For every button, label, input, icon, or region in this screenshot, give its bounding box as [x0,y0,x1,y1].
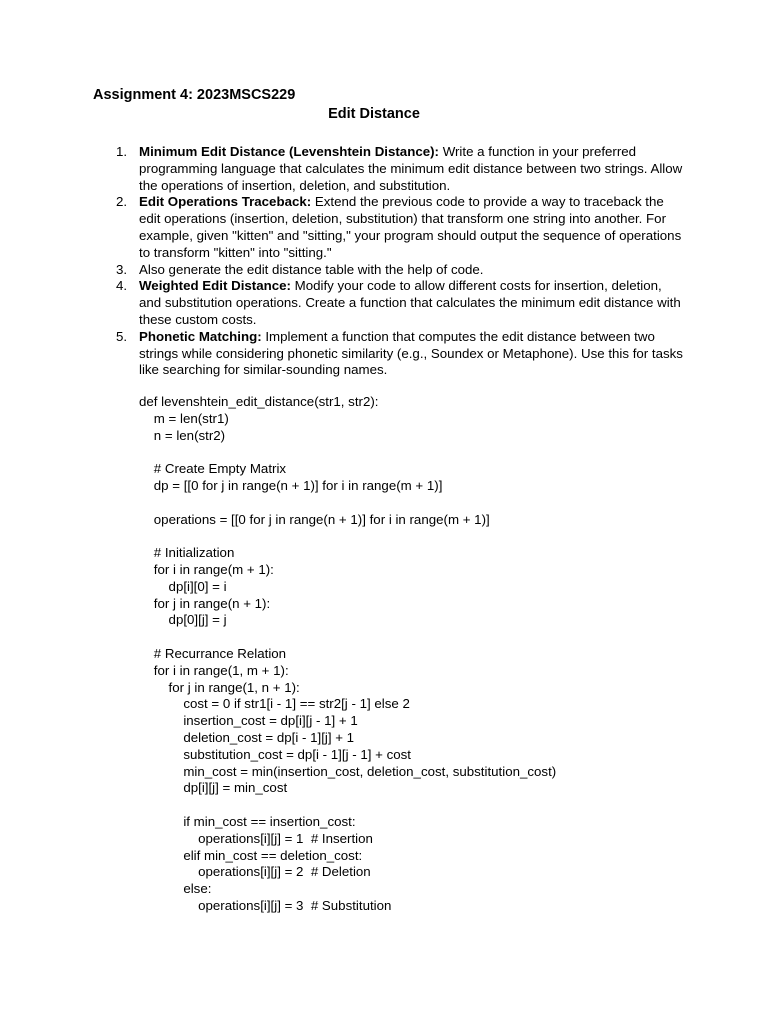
task-text: Also generate the edit distance table with the help of code. [139,261,484,277]
code-line: m = len(str1) [139,410,229,426]
task-number: 4. [116,278,128,294]
task-heading: Weighted Edit Distance: [139,278,291,294]
task-number: 3. [116,261,128,277]
code-line: # Recurrance Relation [139,645,287,661]
code-line: # Create Empty Matrix [139,461,287,477]
code-line: else: [139,881,212,897]
code-line: # Initialization [139,545,235,561]
code-line: min_cost = min(insertion_cost, deletion_cost, substitution_cost) [139,763,557,779]
task-number: 2. [116,194,128,210]
page-title: Edit Distance [328,106,420,122]
code-line [139,495,556,512]
task-text: Implement a function that computes the edit distance between two strings while considering phonetic similarity (e.g., Soundex or Metaphone). Use this for tasks like searching for similar-sounding names. [139,328,683,378]
code-line: cost = 0 if str1[i - 1] == str2[j - 1] else 2 [139,696,410,712]
code-line: if min_cost == insertion_cost: [139,813,356,829]
code-line: for i in range(1, m + 1): [139,662,289,678]
task-list [110,144,685,379]
task-number: 1. [116,144,128,159]
task-item-1 [110,144,685,194]
code-line: for j in range(n + 1): [139,595,271,611]
code-line: operations[i][j] = 2 # Deletion [139,864,371,880]
task-heading: Phonetic Matching: [139,328,262,344]
code-line: operations = [[0 for j in range(n + 1)] for i in range(m + 1)] [139,511,490,527]
task-text: Write a function in your preferred programming language that calculates the minimum edit distance between two strings. Allow the operations of insertion, deletion, and substitution. [139,144,683,193]
code-line: for j in range(1, n + 1): [139,679,300,695]
code-line: n = len(str2) [139,427,226,443]
code-line: deletion_cost = dp[i - 1][j] + 1 [139,729,355,745]
code-line: dp = [[0 for j in range(n + 1)] for i in range(m + 1)] [139,477,443,493]
code-line [139,444,556,461]
task-item-5 [110,329,685,379]
code-line [139,528,556,545]
code-block [139,394,556,915]
code-line: for i in range(m + 1): [139,561,274,577]
task-item-2 [110,194,685,261]
task-text: Extend the previous code to provide a way to traceback the edit operations (insertion, deletion, substitution) that transform one string into another. For example, given "kitten" and "sitting," your program should output the sequence of operations to transform "kitten" into "sitting." [139,194,682,260]
task-number: 5. [116,328,128,344]
code-line [139,797,556,814]
task-item-4 [110,278,685,328]
task-heading: Minimum Edit Distance (Levenshtein Distance): [139,144,439,159]
code-line [139,629,556,646]
code-line: def levenshtein_edit_distance(str1, str2): [139,394,379,409]
task-item-3 [110,262,685,279]
code-line: dp[i][0] = i [139,578,227,594]
task-text: Modify your code to allow different costs for insertion, deletion, and substitution operations. Create a function that calculates the minimum edit distance with these custom costs. [139,278,681,327]
code-line: operations[i][j] = 3 # Substitution [139,897,392,913]
code-line: dp[i][j] = min_cost [139,780,288,796]
task-heading: Edit Operations Traceback: [139,194,312,210]
code-line: substitution_cost = dp[i - 1][j - 1] + cost [139,746,411,762]
code-line: elif min_cost == deletion_cost: [139,847,363,863]
code-line: operations[i][j] = 1 # Insertion [139,830,373,846]
code-line: dp[0][j] = j [139,612,227,628]
code-line: insertion_cost = dp[i][j - 1] + 1 [139,713,358,729]
assignment-label: Assignment 4: 2023MSCS229 [93,87,296,103]
